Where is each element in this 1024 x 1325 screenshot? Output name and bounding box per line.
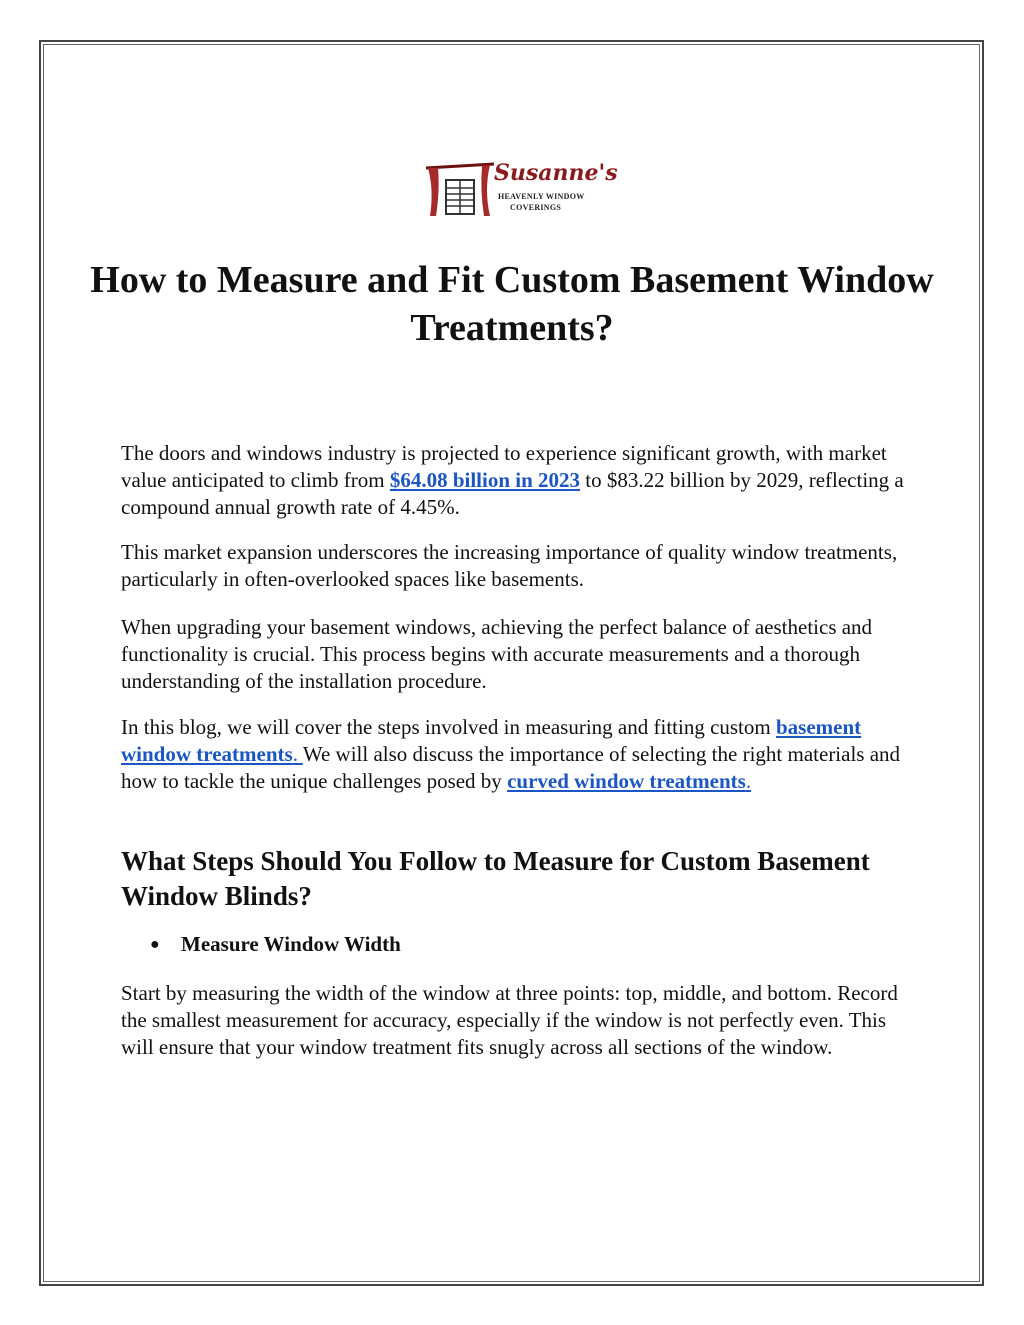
logo-brand-name: Susanne's xyxy=(494,160,618,186)
intro-text-2: to $83.22 billion by 2029, reflecting a compound annual growth rate of 4.45%. xyxy=(121,468,904,519)
logo-tagline-1: HEAVENLY WINDOW xyxy=(498,192,585,201)
bullet-label: Measure Window Width xyxy=(181,932,401,956)
intro-text-1: The doors and windows industry is projected to experience significant growth, with market value anticipated to climb from xyxy=(121,441,887,492)
basement-link-trail[interactable]: . xyxy=(292,742,303,766)
logo-tagline-2: COVERINGS xyxy=(510,203,562,212)
market-paragraph: This market expansion underscores the increasing importance of quality window treatments, particularly in often-overlooked spaces like basements. xyxy=(121,540,898,591)
width-paragraph: Start by measuring the width of the window at three points: top, middle, and bottom. Record the smallest measurement for accuracy, especially if the window is not perfectly even. This will ensure that your window treatment fits snugly across all sections of the window. xyxy=(121,981,898,1059)
curved-link-trail[interactable]: . xyxy=(745,769,752,793)
bullet-icon: ● xyxy=(150,936,160,953)
market-value-link[interactable]: $64.08 billion in 2023 xyxy=(389,468,581,492)
basement-treatments-link[interactable]: basement window treatments xyxy=(121,715,862,766)
blog-text-2: We will also discuss the importance of selecting the right materials and how to tackle the unique challenges posed by xyxy=(121,742,901,793)
intro-paragraph xyxy=(121,440,911,521)
window-logo-icon xyxy=(424,160,496,220)
blog-text-1: In this blog, we will cover the steps involved in measuring and fitting custom xyxy=(121,715,776,739)
upgrade-paragraph: When upgrading your basement windows, achieving the perfect balance of aesthetics and functionality is crucial. This process begins with accurate measurements and a thorough understanding of the installation procedure. xyxy=(121,615,873,693)
section-heading: What Steps Should You Follow to Measure for Custom Basement Window Blinds? xyxy=(121,846,870,911)
blog-intro-paragraph xyxy=(121,714,911,795)
curved-treatments-link[interactable]: curved window treatments xyxy=(507,769,746,793)
page-title: How to Measure and Fit Custom Basement Window Treatments? xyxy=(90,259,934,349)
company-logo xyxy=(424,160,618,220)
